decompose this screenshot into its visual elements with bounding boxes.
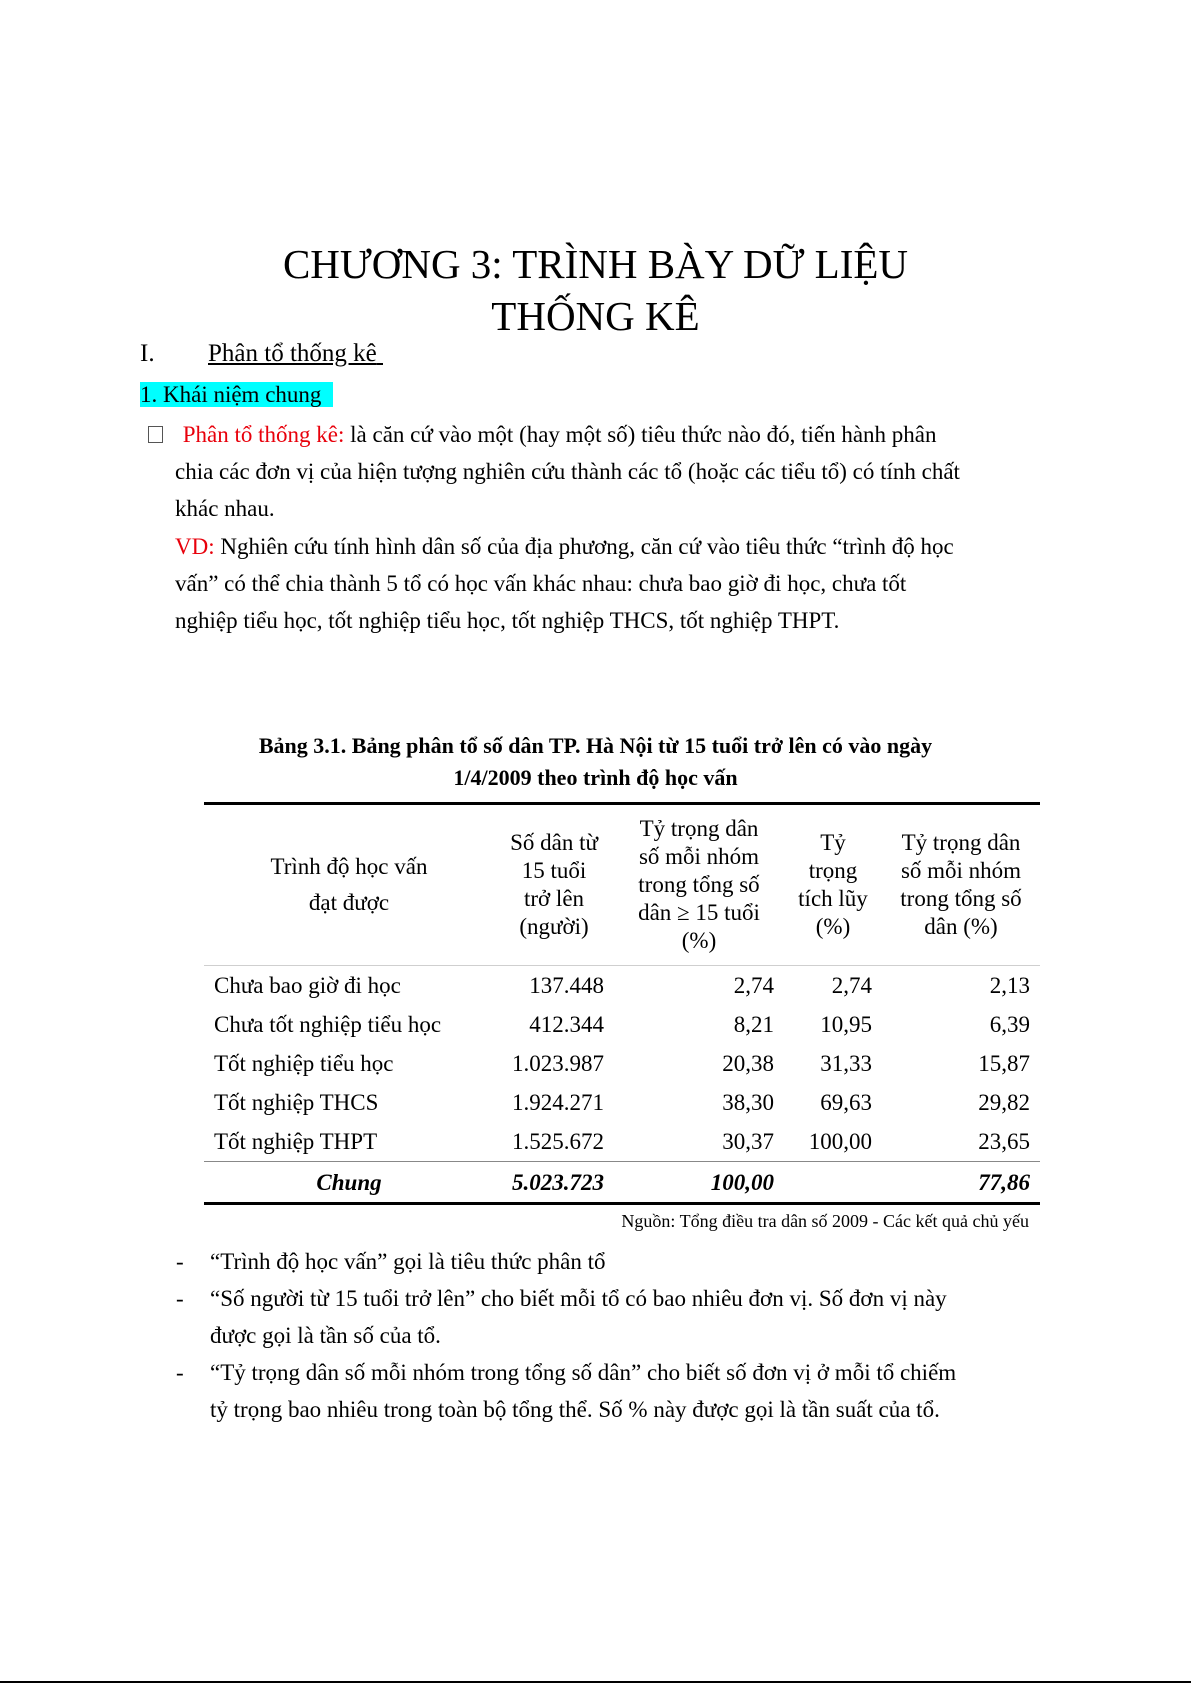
note-line1: “Tỷ trọng dân số mỗi nhóm trong tổng số dân” cho biết số đơn vị ở mỗi tổ chiếm	[210, 1360, 957, 1385]
row-share15: 38,30	[722, 1090, 774, 1115]
row-label: Tốt nghiệp THPT	[214, 1129, 378, 1154]
section-number: I.	[140, 340, 155, 367]
total-label: Chung	[204, 1162, 494, 1204]
table-row	[204, 1083, 1040, 1122]
header-share-total: Tỷ trọng dân số mỗi nhóm trong tổng số dân (%)	[882, 804, 1040, 966]
table-row	[204, 1044, 1040, 1083]
table-source: Nguồn: Tổng điều tra dân số 2009 - Các kết quả chủ yếu	[621, 1211, 1029, 1231]
population-table	[204, 802, 1040, 1205]
row-label: Tốt nghiệp THCS	[214, 1090, 379, 1115]
subsection-heading	[140, 380, 333, 410]
note-line1: “Trình độ học vấn” gọi là tiêu thức phân tổ	[210, 1249, 606, 1274]
total-share15: 100,00	[614, 1162, 784, 1204]
note-item	[176, 1280, 1076, 1354]
note-item	[176, 1354, 1076, 1428]
dash-bullet: -	[176, 1249, 184, 1274]
chapter-title	[0, 238, 1191, 342]
dash-bullet: -	[176, 1286, 184, 1311]
row-share15: 30,37	[722, 1129, 774, 1154]
header-cumulative: Tỷ trọng tích lũy (%)	[784, 804, 882, 966]
definition-paragraph	[148, 416, 1068, 527]
total-cumulative	[784, 1162, 882, 1204]
note-line2: tỷ trọng bao nhiêu trong toàn bộ tổng thể. Số % này được gọi là tần suất của tổ.	[210, 1397, 940, 1422]
notes-list	[176, 1243, 1076, 1428]
table-row	[204, 966, 1040, 1006]
row-share-total: 23,65	[978, 1129, 1030, 1154]
page-bottom-rule	[0, 1681, 1191, 1683]
row-share-total: 15,87	[978, 1051, 1030, 1076]
header-education-level: Trình độ học vấn đạt được	[204, 804, 494, 966]
row-population: 1.525.672	[512, 1129, 604, 1154]
total-population: 5.023.723	[494, 1162, 614, 1204]
table-caption-line2: 1/4/2009 theo trình độ học vấn	[453, 765, 738, 790]
row-share15: 2,74	[733, 973, 774, 998]
table-row	[204, 1005, 1040, 1044]
header-population: Số dân từ 15 tuổi trở lên (người)	[494, 804, 614, 966]
row-cumulative: 69,63	[820, 1090, 872, 1115]
row-share-total: 6,39	[989, 1012, 1030, 1037]
definition-term: Phân tổ thống kê:	[182, 422, 345, 447]
table-header-row	[204, 804, 1040, 966]
note-item	[176, 1243, 1076, 1280]
checkbox-bullet-icon	[148, 426, 163, 443]
note-line2: được gọi là tần số của tổ.	[210, 1323, 441, 1348]
row-label: Tốt nghiệp tiểu học	[214, 1051, 394, 1076]
example-paragraph	[175, 528, 1075, 639]
example-text-line1: Nghiên cứu tính hình dân số của địa phương, căn cứ vào tiêu thức “trình độ học	[214, 534, 954, 559]
row-cumulative: 31,33	[820, 1051, 872, 1076]
definition-text-line3: khác nhau.	[175, 496, 275, 521]
row-population: 1.924.271	[512, 1090, 604, 1115]
row-label: Chưa bao giờ đi học	[214, 973, 401, 998]
row-cumulative: 2,74	[831, 973, 872, 998]
example-text-line3: nghiệp tiểu học, tốt nghiệp tiểu học, tốt nghiệp THCS, tốt nghiệp THPT.	[175, 608, 840, 633]
total-share-total: 77,86	[882, 1162, 1040, 1204]
row-cumulative: 10,95	[820, 1012, 872, 1037]
row-label: Chưa tốt nghiệp tiểu học	[214, 1012, 442, 1037]
table-caption-line1: Bảng 3.1. Bảng phân tổ số dân TP. Hà Nội từ 15 tuổi trở lên có vào ngày	[258, 733, 933, 758]
row-cumulative: 100,00	[808, 1129, 872, 1154]
header-share-15plus: Tỷ trọng dân số mỗi nhóm trong tổng số dân ≥ 15 tuổi (%)	[614, 804, 784, 966]
definition-text-line1: là căn cứ vào một (hay một số) tiêu thức nào đó, tiến hành phân	[344, 422, 937, 447]
chapter-title-line1: CHƯƠNG 3: TRÌNH BÀY DỮ LIỆU	[282, 241, 909, 287]
table-total-row	[204, 1162, 1040, 1204]
row-share15: 20,38	[722, 1051, 774, 1076]
chapter-title-line2: THỐNG KÊ	[491, 293, 700, 339]
definition-text-line2: chia các đơn vị của hiện tượng nghiên cứu thành các tổ (hoặc các tiểu tổ) có tính chất	[175, 459, 960, 484]
example-label: VD:	[175, 534, 215, 559]
row-share-total: 29,82	[978, 1090, 1030, 1115]
row-population: 137.448	[529, 973, 604, 998]
example-text-line2: vấn” có thể chia thành 5 tổ có học vấn khác nhau: chưa bao giờ đi học, chưa tốt	[175, 571, 907, 596]
row-share15: 8,21	[733, 1012, 774, 1037]
subsection-label: 1. Khái niệm chung	[140, 382, 322, 407]
dash-bullet: -	[176, 1360, 184, 1385]
row-share-total: 2,13	[989, 973, 1030, 998]
section-title: Phân tổ thống kê	[208, 340, 377, 367]
table-caption	[0, 730, 1191, 794]
row-population: 1.023.987	[512, 1051, 604, 1076]
section-heading	[140, 339, 155, 369]
table-row	[204, 1122, 1040, 1162]
note-line1: “Số người từ 15 tuổi trở lên” cho biết mỗi tổ có bao nhiêu đơn vị. Số đơn vị này	[210, 1286, 947, 1311]
row-population: 412.344	[529, 1012, 604, 1037]
